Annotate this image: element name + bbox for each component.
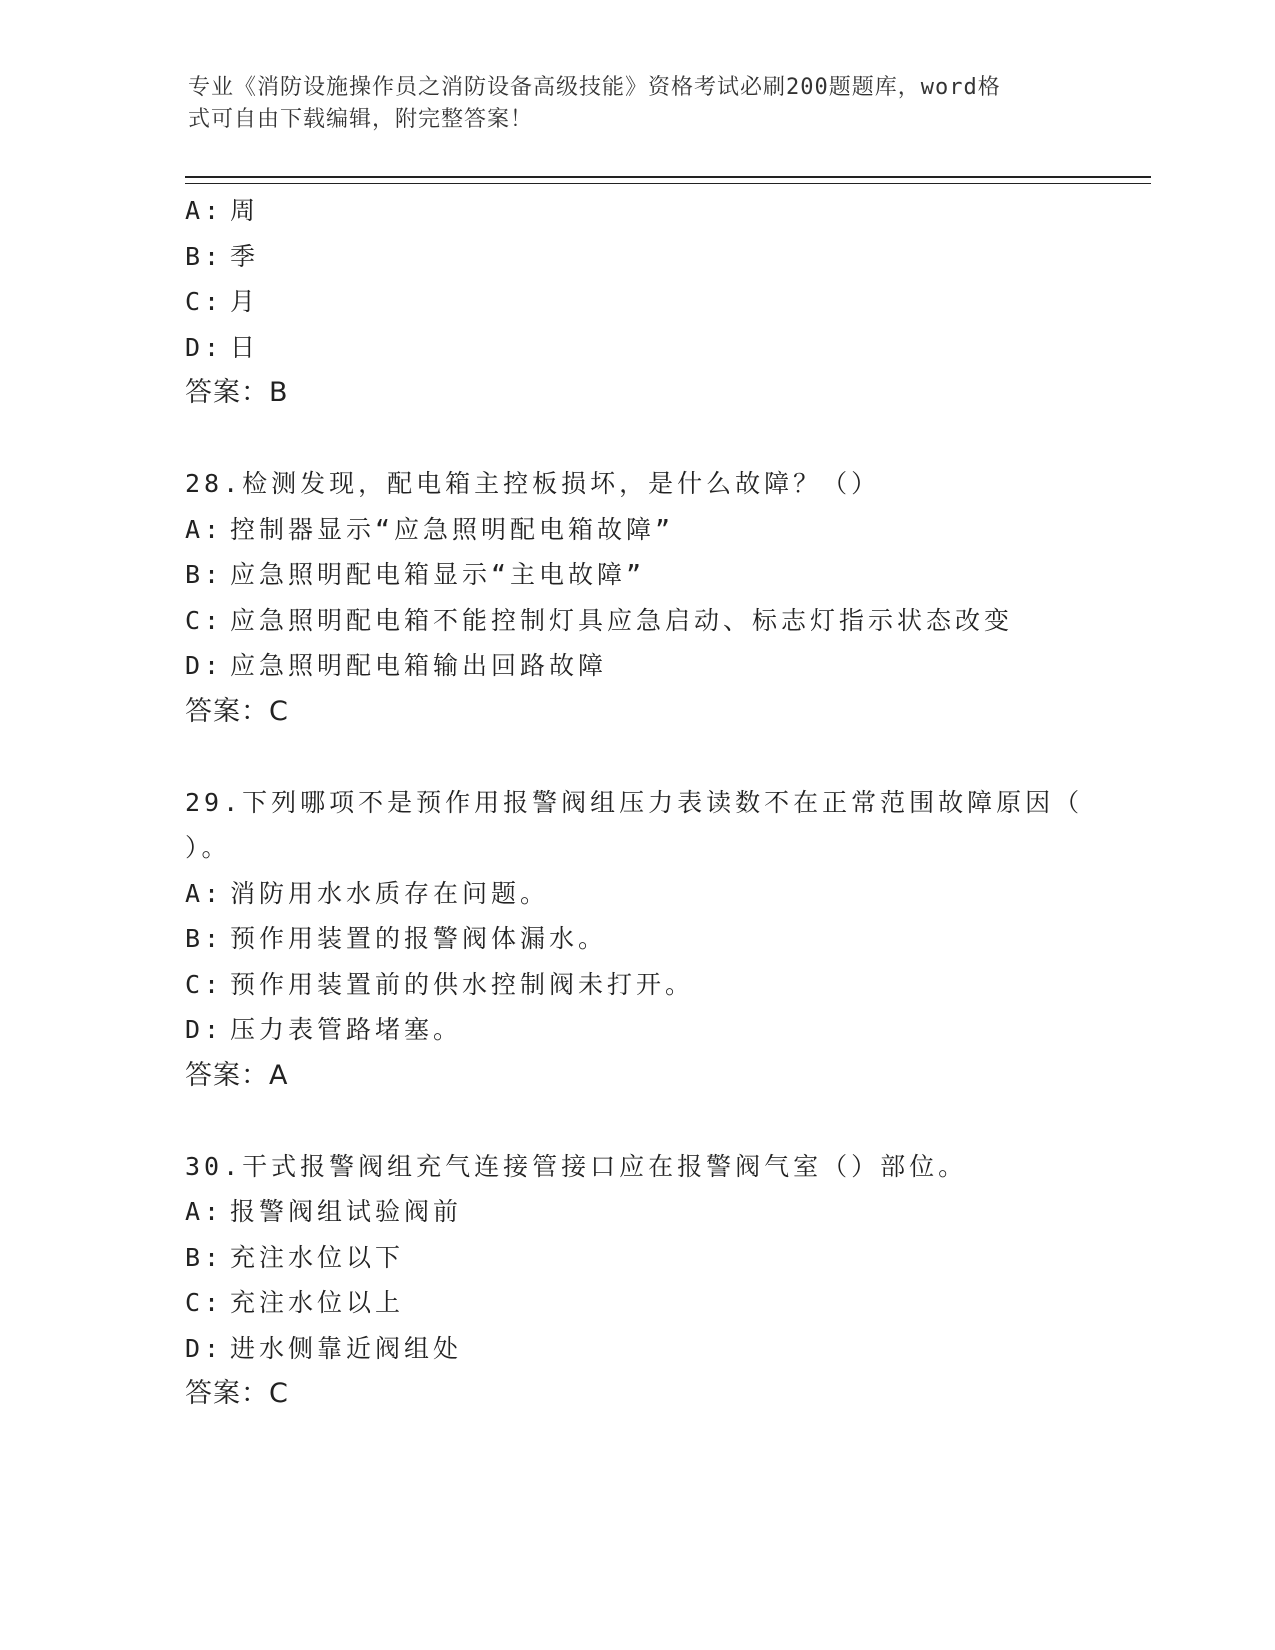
option-c: C: 月	[185, 287, 260, 316]
option-b: B: 预作用装置的报警阀体漏水。	[185, 924, 608, 953]
header-line-2: 式可自由下载编辑，附完整答案！	[188, 107, 534, 132]
question-text: 28.检测发现，配电箱主控板损坏，是什么故障？（）	[185, 469, 881, 498]
question-29	[185, 780, 1145, 1099]
spacer	[185, 1098, 1145, 1144]
header-divider	[185, 176, 1151, 184]
option-d: D: 压力表管路堵塞。	[185, 1015, 463, 1044]
question-text: 30.干式报警阀组充气连接管接口应在报警阀气室（）部位。	[185, 1151, 968, 1181]
option-d: D: 日	[185, 332, 260, 362]
question-30	[185, 1144, 1145, 1417]
option-a: A: 消防用水水质存在问题。	[185, 878, 550, 908]
question-text-line-1: 29.下列哪项不是预作用报警阀组压力表读数不在正常范围故障原因（	[185, 787, 1084, 817]
option-b: B: 充注水位以下	[185, 1242, 405, 1272]
question-text-line-2: ）。	[185, 833, 231, 862]
answer: 答案：C	[185, 1378, 289, 1409]
option-a: A: 周	[185, 196, 260, 225]
header-line-1: 专业《消防设施操作员之消防设备高级技能》资格考试必刷200题题库，word格	[188, 75, 1001, 100]
spacer	[185, 416, 1145, 462]
document-header	[188, 72, 1068, 136]
option-b: B: 应急照明配电箱显示“主电故障”	[185, 560, 646, 589]
option-a: A: 报警阀组试验阀前	[185, 1197, 463, 1226]
answer: 答案：B	[185, 377, 289, 408]
option-d: D: 应急照明配电箱输出回路故障	[185, 651, 608, 680]
option-c: C: 应急照明配电箱不能控制灯具应急启动、标志灯指示状态改变	[185, 605, 1014, 635]
spacer	[185, 734, 1145, 780]
answer: 答案：C	[185, 695, 289, 727]
option-b: B: 季	[185, 241, 260, 271]
question-list	[185, 188, 1145, 1417]
question-28	[185, 461, 1145, 734]
answer: 答案：A	[185, 1059, 289, 1091]
option-c: C: 充注水位以上	[185, 1288, 405, 1317]
option-c: C: 预作用装置前的供水控制阀未打开。	[185, 969, 695, 999]
option-d: D: 进水侧靠近阀组处	[185, 1333, 463, 1363]
option-a: A: 控制器显示“应急照明配电箱故障”	[185, 514, 675, 544]
question-27	[185, 188, 1145, 416]
